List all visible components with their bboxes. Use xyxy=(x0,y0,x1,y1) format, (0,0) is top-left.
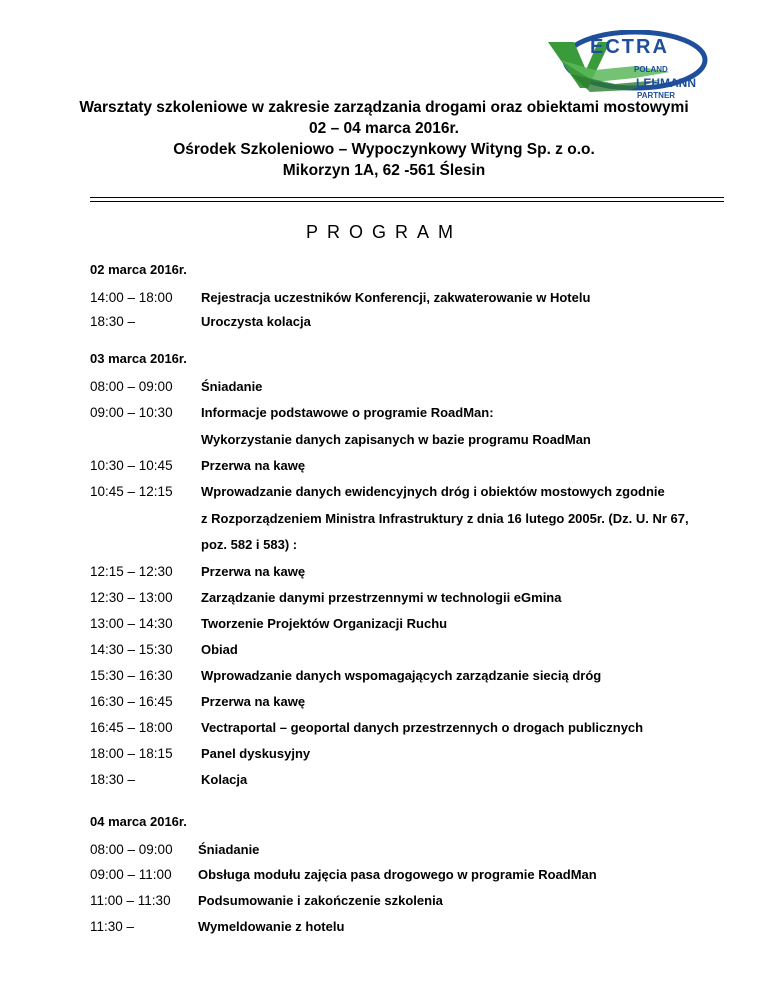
header-venue: Ośrodek Szkoleniowo – Wypoczynkowy Wityng Sp. z o.o. xyxy=(173,141,595,158)
schedule-time: 10:45 – 12:15 xyxy=(90,484,173,499)
schedule-time: 11:00 – 11:30 xyxy=(90,893,171,908)
program-title: PROGRAM xyxy=(305,222,462,242)
document-header xyxy=(0,97,768,181)
vectra-logo xyxy=(540,30,710,105)
schedule-time: 10:30 – 10:45 xyxy=(90,458,173,473)
schedule-time: 18:30 – xyxy=(90,314,136,329)
schedule-time: 14:30 – 15:30 xyxy=(90,642,173,657)
schedule-desc: Obsługa modułu zajęcia pasa drogowego w programie RoadMan xyxy=(198,867,597,882)
schedule-time: 18:00 – 18:15 xyxy=(90,746,173,761)
schedule-desc: Przerwa na kawę xyxy=(201,458,306,473)
schedule-time: 09:00 – 11:00 xyxy=(90,867,172,882)
schedule-desc: Wprowadzanie danych wspomagających zarządzanie siecią dróg xyxy=(201,668,602,683)
schedule-desc: Śniadanie xyxy=(198,842,260,857)
logo-partner-text: PARTNER xyxy=(637,91,676,100)
day-heading: 02 marca 2016r. xyxy=(90,262,187,277)
schedule-desc: Wprowadzanie danych ewidencyjnych dróg i obiektów mostowych zgodnie xyxy=(201,484,665,499)
schedule-desc: Zarządzanie danymi przestrzennymi w technologii eGmina xyxy=(201,590,562,605)
schedule-time: 16:45 – 18:00 xyxy=(90,720,173,735)
schedule-time: 08:00 – 09:00 xyxy=(90,379,173,394)
schedule-desc: Tworzenie Projektów Organizacji Ruchu xyxy=(201,616,448,631)
header-address: Mikorzyn 1A, 62 -561 Ślesin xyxy=(282,162,486,179)
schedule-time: 09:00 – 10:30 xyxy=(90,405,173,420)
schedule-desc: Rejestracja uczestników Konferencji, zakwaterowanie w Hotelu xyxy=(201,290,591,305)
schedule-desc: Uroczysta kolacja xyxy=(201,314,311,329)
schedule-time: 12:15 – 12:30 xyxy=(90,564,173,579)
schedule-desc: Śniadanie xyxy=(201,379,263,394)
schedule-time: 18:30 – xyxy=(90,772,136,787)
schedule-time: 15:30 – 16:30 xyxy=(90,668,173,683)
logo-poland-text: POLAND xyxy=(634,65,668,74)
header-dates: 02 – 04 marca 2016r. xyxy=(309,120,459,137)
schedule-desc: Obiad xyxy=(201,642,238,657)
schedule-desc: Vectraportal – geoportal danych przestrzennych o drogach publicznych xyxy=(201,720,644,735)
schedule-time: 13:00 – 14:30 xyxy=(90,616,173,631)
schedule-desc: Kolacja xyxy=(201,772,248,787)
divider-thin xyxy=(90,201,724,202)
schedule-time: 12:30 – 13:00 xyxy=(90,590,173,605)
schedule-desc: Informacje podstawowe o programie RoadMan: xyxy=(201,405,494,420)
day-heading: 03 marca 2016r. xyxy=(90,351,187,366)
schedule-desc: Wymeldowanie z hotelu xyxy=(198,919,345,934)
schedule-time: 11:30 – xyxy=(90,919,135,934)
logo-lehmann-text: LEHMANN xyxy=(636,76,696,90)
schedule-time: 08:00 – 09:00 xyxy=(90,842,173,857)
schedule-desc: Podsumowanie i zakończenie szkolenia xyxy=(198,893,443,908)
divider-thick xyxy=(90,197,724,198)
schedule-desc-continued: z Rozporządzeniem Ministra Infrastruktury z dnia 16 lutego 2005r. (Dz. U. Nr 67, xyxy=(201,511,689,526)
schedule-time: 14:00 – 18:00 xyxy=(90,290,173,305)
day-heading: 04 marca 2016r. xyxy=(90,814,187,829)
schedule-desc: Przerwa na kawę xyxy=(201,694,306,709)
schedule-desc-continued: poz. 582 i 583) : xyxy=(201,537,298,552)
schedule-desc-continued: Wykorzystanie danych zapisanych w bazie programu RoadMan xyxy=(201,432,591,447)
schedule-desc: Panel dyskusyjny xyxy=(201,746,311,761)
schedule-time: 16:30 – 16:45 xyxy=(90,694,173,709)
schedule-desc: Przerwa na kawę xyxy=(201,564,306,579)
header-title: Warsztaty szkoleniowe w zakresie zarządzania drogami oraz obiektami mostowymi xyxy=(79,99,689,116)
logo-brand-text: ECTRA xyxy=(590,36,669,58)
